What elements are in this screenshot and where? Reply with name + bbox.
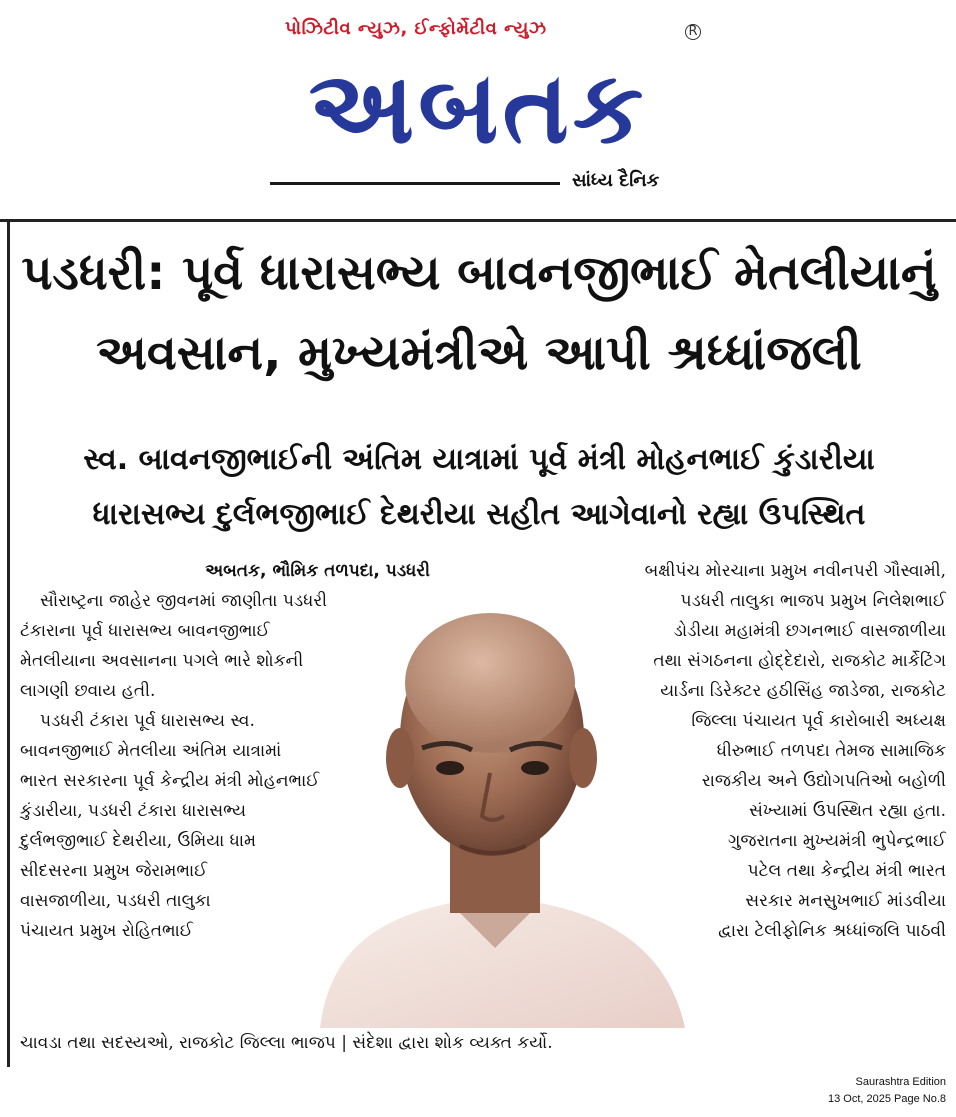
- body-line: સંખ્યામાં ઉપસ્થિત રહ્યા હતા.: [749, 801, 946, 821]
- body-line: મેતલીયાના અવસાનના પગલે ભારે શોકની: [20, 651, 304, 671]
- body-line: યાર્ડના ડિરેક્ટર હઠીસિંહ જાડેજા, રાજકોટ: [660, 681, 946, 701]
- body-line: પંચાયત પ્રમુખ રોહિતભાઈ: [20, 921, 193, 941]
- registered-mark-icon: R: [685, 24, 701, 40]
- masthead-subtitle: સાંધ્ય દૈનિક: [572, 170, 660, 191]
- body-line: પડધરી તાલુકા ભાજપ પ્રમુખ નિલેશભાઈ: [680, 591, 946, 611]
- body-line: તથા સંગઠનના હોદ્દેદારો, રાજકોટ માર્કેટિંગ: [653, 651, 946, 671]
- body-line: સીદસરના પ્રમુખ જેરામભાઈ: [20, 861, 208, 881]
- logo-underline: [270, 182, 560, 185]
- body-line: કુંડારીયા, પડધરી ટંકારા ધારાસભ્ય: [20, 801, 247, 821]
- body-line: વાસજાળીયા, પડધરી તાલુકા: [20, 891, 211, 911]
- body-line: દુર્લભજીભાઈ દેથરીયા, ઉમિયા ધામ: [20, 831, 257, 851]
- byline: અબતક, ભૌમિક તળપદા, પડધરી: [205, 561, 430, 581]
- body-line: દ્વારા ટેલીફોનિક શ્રધ્ધાંજલિ પાઠવી: [718, 921, 946, 941]
- newspaper-logo: [258, 38, 698, 178]
- body-line: ધીરુભાઈ તળપદા તેમજ સામાજિક: [716, 741, 946, 761]
- body-line: બક્ષીપંચ મોરચાના પ્રમુખ નવીનપરી ગૌસ્વામી,: [644, 561, 946, 581]
- body-line: પટેલ તથા કેન્દ્રીય મંત્રી ભારત: [747, 861, 946, 881]
- edition-info: [828, 1074, 946, 1108]
- headline-line-1: પડધરી: પૂર્વ ધારાસભ્ય બાવનજીભાઈ મેતલીયાનું: [21, 245, 937, 301]
- body-line: ટંકારાના પૂર્વ ધારાસભ્ય બાવનજીભાઈ: [20, 621, 270, 641]
- edition-name: Saurashtra Edition: [855, 1076, 946, 1088]
- body-line: સરકાર મનસુખભાઈ માંડવીયા: [745, 891, 946, 911]
- article-frame-top: [0, 219, 956, 222]
- masthead: [0, 0, 956, 215]
- body-line: ગુજરાતના મુખ્યમંત્રી ભુપેન્દ્રભાઈ: [727, 831, 946, 851]
- body-line: લાગણી છવાય હતી.: [20, 681, 156, 701]
- headline-line-2: અવસાન, મુખ્યમંત્રીએ આપી શ્રધ્ધાંજલી: [96, 325, 862, 381]
- body-line: પડધરી ટંકારા પૂર્વ ધારાસભ્ય સ્વ.: [40, 711, 255, 731]
- body-line: સૌરાષ્ટ્રના જાહેર જીવનમાં જાણીતા પડધરી: [40, 591, 328, 611]
- subheadline-line-2: ધારાસભ્ય દુર્લભજીભાઈ દેથરીયા સહીત આગેવાનો રહ્યા ઉપસ્થિત: [92, 497, 866, 532]
- body-line: ડોડીયા મહામંત્રી છગનભાઈ વાસજાળીયા: [673, 621, 946, 641]
- portrait-photo: [300, 588, 690, 1028]
- body-line: બાવનજીભાઈ મેતલીયા અંતિમ યાત્રામાં: [20, 741, 282, 761]
- edition-date-page: 13 Oct, 2025 Page No.8: [827, 1093, 946, 1105]
- masthead-tagline: પોઝિટીવ ન્યુઝ, ઈન્ફોર્મેટીવ ન્યુઝ: [285, 18, 547, 39]
- body-line: રાજકીય અને ઉદ્યોગપતિઓ બહોળી: [701, 771, 946, 791]
- body-line: ભારત સરકારના પૂર્વ કેન્દ્રીય મંત્રી મોહનભાઈ: [20, 771, 320, 791]
- body-line-full-width: ચાવડા તથા સદસ્યઓ, રાજકોટ જિલ્લા ભાજપ | સંદેશા દ્વારા શોક વ્યક્ત કર્યો.: [20, 1033, 553, 1053]
- body-line: જિલ્લા પંચાયત પૂર્વ કારોબારી અધ્યક્ષ: [691, 711, 946, 731]
- logo-text: અબતક: [308, 49, 648, 166]
- subheadline-line-1: સ્વ. બાવનજીભાઈની અંતિમ યાત્રામાં પૂર્વ મંત્રી મોહનભાઈ કુંડારીયા: [83, 442, 875, 477]
- article-frame-left: [7, 219, 10, 1067]
